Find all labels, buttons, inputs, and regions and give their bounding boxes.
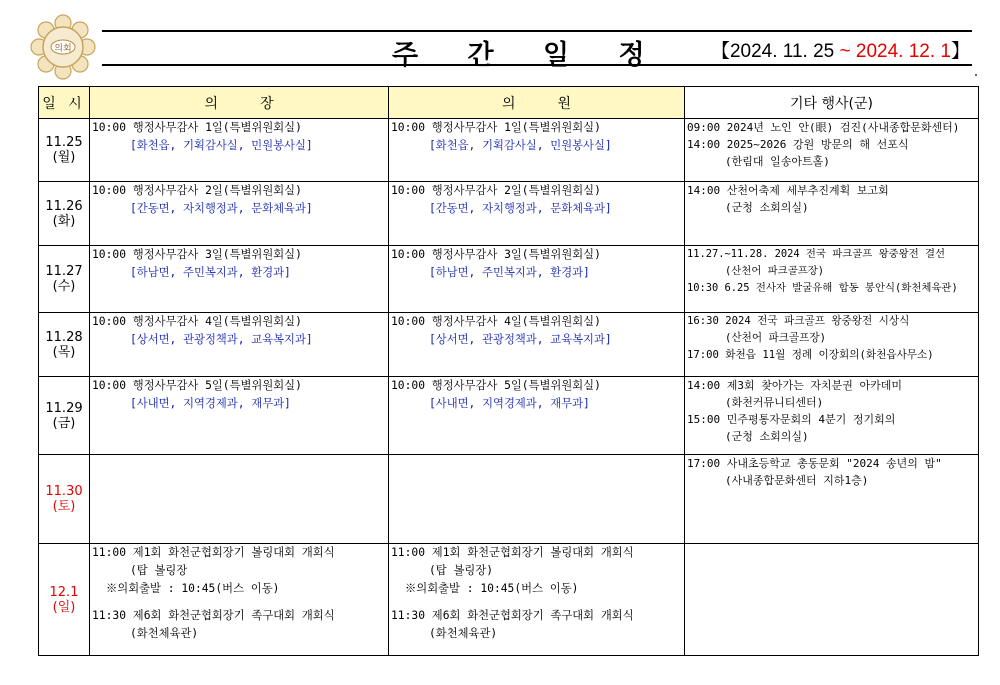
table-row: [39, 182, 979, 246]
date-cell: 11.25 (월): [39, 119, 90, 182]
table-row: [39, 544, 979, 656]
chair-cell: 10:00 행정사무감사 2일(특별위원회실) [간동면, 자치행정과, 문화체육과]: [90, 182, 389, 246]
other-cell: 14:00 제3회 찾아가는 자치분권 아카데미 (화천커뮤니티센터) 15:00 민주평통자문회의 4분기 정기회의 (군청 소회의실): [685, 377, 979, 455]
other-cell: 16:30 2024 전국 파크골프 왕중왕전 시상식 (산천어 파크골프장) 17:00 화천읍 11월 정례 이장회의(화천읍사무소): [685, 313, 979, 377]
date-cell: 11.29 (금): [39, 377, 90, 455]
header-date: 일 시: [39, 87, 90, 119]
table-row: [39, 313, 979, 377]
table-row: [39, 377, 979, 455]
member-cell: 10:00 행정사무감사 5일(특별위원회실) [사내면, 지역경제과, 재무과]: [389, 377, 685, 455]
member-cell: 10:00 행정사무감사 4일(특별위원회실) [상서면, 관광정책과, 교육복지과]: [389, 313, 685, 377]
chair-cell: 10:00 행정사무감사 5일(특별위원회실) [사내면, 지역경제과, 재무과]: [90, 377, 389, 455]
member-cell: 11:00 제1회 화천군협회장기 볼링대회 개회식 (탑 볼링장) ※의회출발 : 10:45(버스 이동) 11:30 제6회 화천군협회장기 족구대회 개회식 (화천체육관): [389, 544, 685, 656]
decorative-dot: [975, 74, 977, 76]
chair-cell: [90, 455, 389, 544]
other-cell: [685, 544, 979, 656]
page-title: 주 간 일 정: [392, 40, 665, 71]
title-bar: [102, 30, 972, 71]
date-cell: 11.30 (토): [39, 455, 90, 544]
date-cell: 12.1 (일): [39, 544, 90, 656]
chair-cell: 10:00 행정사무감사 3일(특별위원회실) [하남면, 주민복지과, 환경과]: [90, 246, 389, 313]
header-chair: 의 장: [90, 87, 389, 119]
date-cell: 11.26 (화): [39, 182, 90, 246]
member-cell: 10:00 행정사무감사 1일(특별위원회실) [화천읍, 기획감사실, 민원봉사실]: [389, 119, 685, 182]
weekly-schedule-table: [38, 86, 979, 656]
other-cell: 11.27.~11.28. 2024 전국 파크골프 왕중왕전 결선 (산천어 파크골프장) 10:30 6.25 전사자 발굴유해 합동 봉안식(화천체육관): [685, 246, 979, 313]
date-range: 【2024. 11. 25 ~ 2024. 12. 1】: [710, 41, 970, 62]
emblem-text: 의회: [54, 44, 72, 54]
header-member: 의 원: [389, 87, 685, 119]
date-cell: 11.28 (목): [39, 313, 90, 377]
chair-cell: 11:00 제1회 화천군협회장기 볼링대회 개회식 (탑 볼링장 ※의회출발 : 10:45(버스 이동) 11:30 제6회 화천군협회장기 족구대회 개회식 (화천체육관): [90, 544, 389, 656]
member-cell: [389, 455, 685, 544]
chair-cell: 10:00 행정사무감사 4일(특별위원회실) [상서면, 관광정책과, 교육복지과]: [90, 313, 389, 377]
council-emblem-logo: [30, 14, 96, 80]
table-row: [39, 119, 979, 182]
other-cell: 09:00 2024년 노인 안(眼) 검진(사내종합문화센터) 14:00 2025~2026 강원 방문의 해 선포식 (한림대 일송아트홀): [685, 119, 979, 182]
table-row: [39, 455, 979, 544]
chair-cell: 10:00 행정사무감사 1일(특별위원회실) [화천읍, 기획감사실, 민원봉사실]: [90, 119, 389, 182]
header-other-events: 기타 행사(군): [685, 87, 979, 119]
other-cell: 14:00 산천어축제 세부추진계획 보고회 (군청 소회의실): [685, 182, 979, 246]
table-header-row: [39, 87, 979, 119]
member-cell: 10:00 행정사무감사 2일(특별위원회실) [간동면, 자치행정과, 문화체육과]: [389, 182, 685, 246]
member-cell: 10:00 행정사무감사 3일(특별위원회실) [하남면, 주민복지과, 환경과]: [389, 246, 685, 313]
date-cell: 11.27 (수): [39, 246, 90, 313]
other-cell: 17:00 사내초등학교 총동문회 "2024 송년의 밤" (사내종합문화센터 지하1층): [685, 455, 979, 544]
table-row: [39, 246, 979, 313]
